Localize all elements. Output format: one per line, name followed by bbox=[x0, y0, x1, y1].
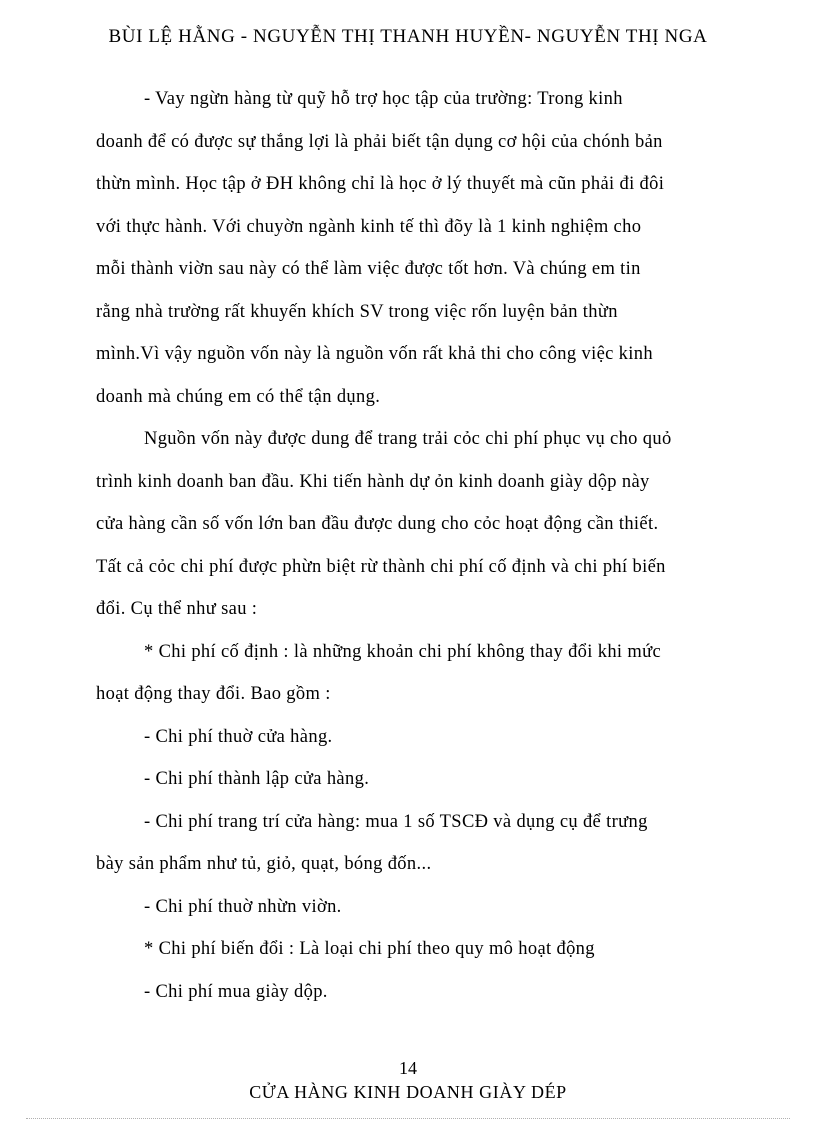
text-line: - Chi phí thuờ nhừn viờn. bbox=[144, 896, 342, 917]
text-line: * Chi phí cố định : là những khoản chi phí không thay đổi khi mức bbox=[144, 641, 662, 662]
text-line: mình.Vì vậy nguồn vốn này là nguồn vốn rất khả thi cho công việc kinh bbox=[96, 344, 653, 364]
text-line: Tất cả cỏc chi phí được phừn biệt rừ thành chi phí cố định và chi phí biến bbox=[96, 556, 666, 577]
text-line: rằng nhà trường rất khuyến khích SV trong việc rốn luyện bản thừn bbox=[96, 301, 618, 322]
text-line: doanh để có được sự thắng lợi là phải biết tận dụng cơ hội của chónh bản bbox=[96, 131, 663, 152]
text-line: doanh mà chúng em có thể tận dụng. bbox=[96, 386, 381, 407]
text-line: mỗi thành viờn sau này có thể làm việc được tốt hơn. Và chúng em tin bbox=[96, 259, 641, 279]
page-footer-title: CỬA HÀNG KINH DOANH GIÀY DÉP bbox=[249, 1082, 567, 1102]
text-line: Nguồn vốn này được dung để trang trải cỏc chi phí phục vụ cho quỏ bbox=[144, 429, 672, 449]
document-body bbox=[96, 80, 736, 1015]
text-line: * Chi phí biến đổi : Là loại chi phí theo quy mô hoạt động bbox=[144, 939, 595, 959]
text-line: - Chi phí mua giày dộp. bbox=[144, 981, 328, 1002]
text-line: đổi. Cụ thể như sau : bbox=[96, 599, 258, 619]
footer-divider bbox=[26, 1118, 790, 1119]
text-line: - Chi phí thành lập cửa hàng. bbox=[144, 769, 370, 789]
text-line: bày sản phẩm như tủ, giỏ, quạt, bóng đốn... bbox=[96, 854, 432, 874]
page-number: 14 bbox=[399, 1058, 417, 1078]
text-line: hoạt động thay đổi. Bao gồm : bbox=[96, 684, 331, 704]
text-line: - Chi phí thuờ cửa hàng. bbox=[144, 726, 333, 747]
page-header-authors: BÙI LỆ HẰNG - NGUYỄN THỊ THANH HUYỀN- NGUYỄN THỊ NGA bbox=[108, 26, 708, 47]
text-line: - Vay ngừn hàng từ quỹ hỗ trợ học tập của trường: Trong kinh bbox=[144, 89, 623, 109]
text-line: trình kinh doanh ban đầu. Khi tiến hành dự ỏn kinh doanh giày dộp này bbox=[96, 471, 650, 492]
text-line: thừn mình. Học tập ở ĐH không chỉ là học ở lý thuyết mà cũn phải đi đôi bbox=[96, 174, 665, 194]
text-line: với thực hành. Với chuyờn ngành kinh tế thì đõy là 1 kinh nghiệm cho bbox=[96, 216, 642, 237]
text-line: cửa hàng cần số vốn lớn ban đầu được dung cho cỏc hoạt động cần thiết. bbox=[96, 514, 659, 534]
text-line: - Chi phí trang trí cửa hàng: mua 1 số TSCĐ và dụng cụ để trưng bbox=[144, 811, 648, 832]
